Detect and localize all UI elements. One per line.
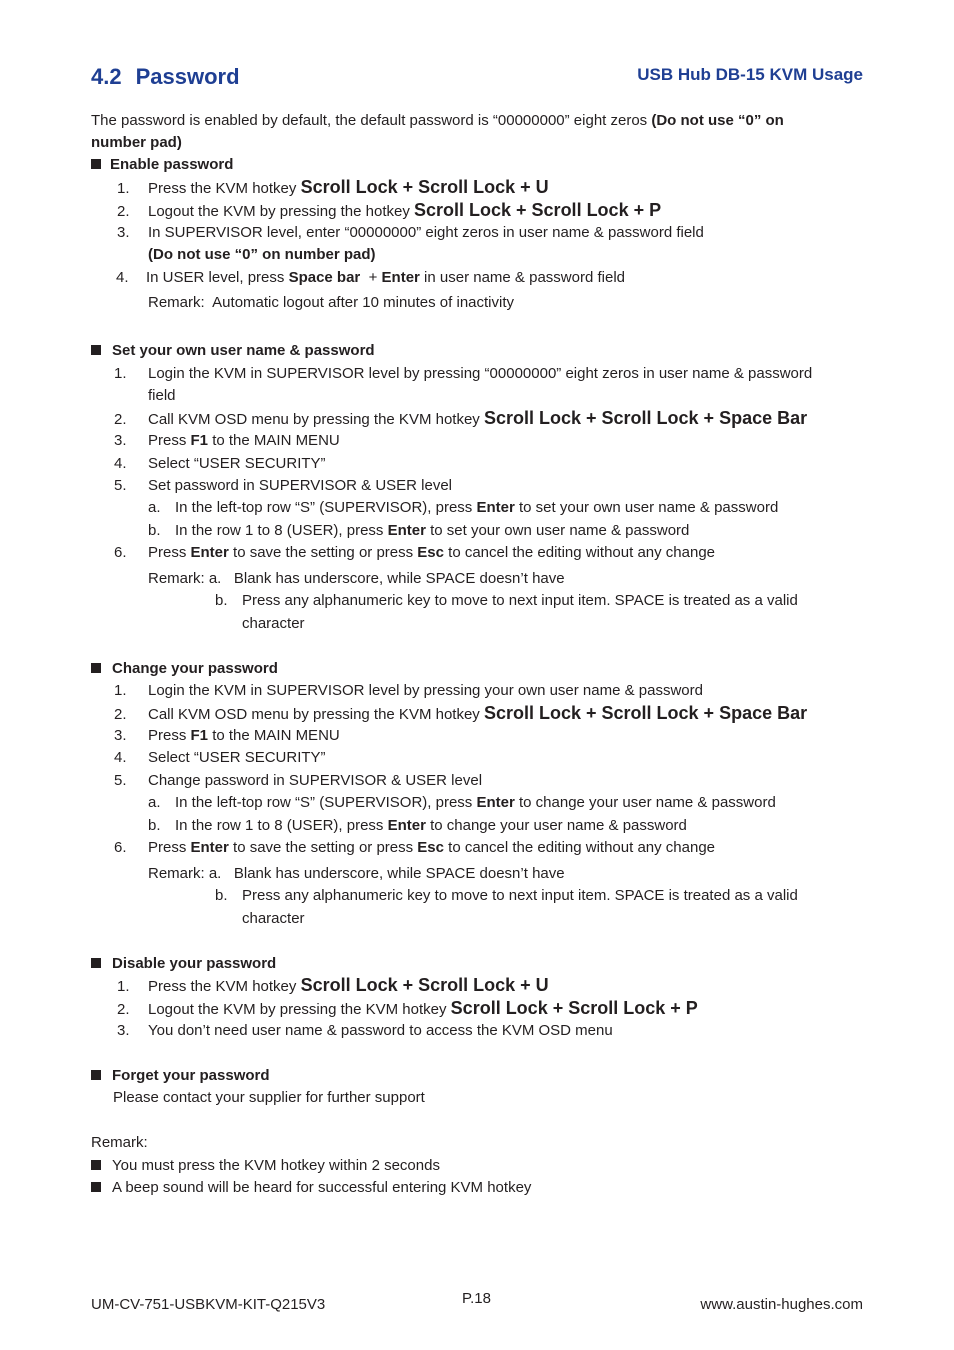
setown-step-5: 5. Set password in SUPERVISOR & USER level xyxy=(114,477,453,494)
bullet-square-icon xyxy=(91,663,101,673)
change-step-5a: a. In the left-top row “S” (SUPERVISOR), press Enter to change your user name & password xyxy=(148,794,776,811)
enable-step-3-note: (Do not use “0” on number pad) xyxy=(148,246,376,263)
setown-step-2: 2. Call KVM OSD menu by pressing the KVM hotkey Scroll Lock + Scroll Lock + Space Bar xyxy=(114,408,808,428)
intro-text: The password is enabled by default, the default password is “00000000” eight zeros xyxy=(91,112,652,129)
hotkey: Scroll Lock + Scroll Lock + P xyxy=(450,998,698,1018)
setown-step-5b: b. In the row 1 to 8 (USER), press Enter to set your own user name & password xyxy=(148,522,690,539)
hotkey: Scroll Lock + Scroll Lock + U xyxy=(300,177,549,197)
enable-step-1: 1. Press the KVM hotkey Scroll Lock + Scroll Lock + U xyxy=(117,177,549,197)
setown-step-1: 1. Login the KVM in SUPERVISOR level by pressing “00000000” eight zeros in user name & password xyxy=(114,365,813,382)
change-step-2: 2. Call KVM OSD menu by pressing the KVM hotkey Scroll Lock + Scroll Lock + Space Bar xyxy=(114,703,808,723)
change-step-5: 5. Change password in SUPERVISOR & USER level xyxy=(114,772,483,789)
enable-remark: Remark: Automatic logout after 10 minutes of inactivity xyxy=(148,294,514,311)
bullet-square-icon xyxy=(91,159,101,169)
hotkey: Scroll Lock + Scroll Lock + P xyxy=(414,200,662,220)
hotkey: Scroll Lock + Scroll Lock + Space Bar xyxy=(483,408,808,428)
change-heading: Change your password xyxy=(91,659,278,679)
enable-step-2: 2. Logout the KVM by pressing the hotkey Scroll Lock + Scroll Lock + P xyxy=(117,200,662,220)
change-remark-b: b. Press any alphanumeric key to move to next input item. SPACE is treated as a valid xyxy=(215,887,798,904)
change-step-5b: b. In the row 1 to 8 (USER), press Enter to change your user name & password xyxy=(148,817,687,834)
enable-step-3: 3. In SUPERVISOR level, enter “00000000” eight zeros in user name & password field xyxy=(117,224,704,241)
disable-step-2: 2. Logout the KVM by pressing the KVM hotkey Scroll Lock + Scroll Lock + P xyxy=(117,998,698,1018)
change-step-1: 1. Login the KVM in SUPERVISOR level by pressing your own user name & password xyxy=(114,682,703,699)
setown-step-4: 4. Select “USER SECURITY” xyxy=(114,455,326,472)
intro-line-1 xyxy=(91,111,784,131)
disable-step-1: 1. Press the KVM hotkey Scroll Lock + Scroll Lock + U xyxy=(117,975,549,995)
intro-line-2 xyxy=(91,133,182,153)
hotkey: Scroll Lock + Scroll Lock + Space Bar xyxy=(483,703,808,723)
setown-remark-b-cont: character xyxy=(242,615,305,632)
setown-step-6: 6. Press Enter to save the setting or press Esc to cancel the editing without any change xyxy=(114,544,716,561)
footer-page-number: P.18 xyxy=(462,1290,491,1307)
section-title: Password xyxy=(135,64,240,89)
hotkey: Scroll Lock + Scroll Lock + U xyxy=(300,975,549,995)
footer-website: www.austin-hughes.com xyxy=(700,1296,863,1313)
setown-step-5a: a. In the left-top row “S” (SUPERVISOR), press Enter to set your own user name & password xyxy=(148,499,779,516)
bullet-square-icon xyxy=(91,345,101,355)
change-remark-b-cont: character xyxy=(242,910,305,927)
disable-heading: Disable your password xyxy=(91,954,276,974)
disable-step-3: 3. You don’t need user name & password to access the KVM OSD menu xyxy=(117,1022,613,1039)
forget-heading: Forget your password xyxy=(91,1066,270,1086)
bullet-square-icon xyxy=(91,1182,101,1192)
enable-heading: Enable password xyxy=(91,155,233,175)
intro-bold: (Do not use “0” on xyxy=(651,112,784,129)
remark-label: Remark: xyxy=(91,1134,148,1151)
setown-remark-a: Remark: a. Blank has underscore, while SPACE doesn’t have xyxy=(148,570,565,587)
header-subtitle: USB Hub DB-15 KVM Usage xyxy=(637,65,863,84)
enable-step-4: 4. In USER level, press Space bar + Enter in user name & password field xyxy=(116,269,625,286)
change-remark-a: Remark: a. Blank has underscore, while SPACE doesn’t have xyxy=(148,865,565,882)
change-step-4: 4. Select “USER SECURITY” xyxy=(114,749,326,766)
bullet-square-icon xyxy=(91,1070,101,1080)
forget-text: Please contact your supplier for further support xyxy=(113,1089,425,1106)
intro-bold-2: number pad) xyxy=(91,134,182,151)
remark-item-1: You must press the KVM hotkey within 2 seconds xyxy=(91,1156,440,1176)
remark-item-2: A beep sound will be heard for successful entering KVM hotkey xyxy=(91,1178,531,1198)
footer-doc-id: UM-CV-751-USBKVM-KIT-Q215V3 xyxy=(91,1296,326,1313)
change-step-3: 3. Press F1 to the MAIN MENU xyxy=(114,727,340,744)
setown-step-3: 3. Press F1 to the MAIN MENU xyxy=(114,432,340,449)
change-step-6: 6. Press Enter to save the setting or press Esc to cancel the editing without any change xyxy=(114,839,716,856)
setown-heading: Set your own user name & password xyxy=(91,341,375,361)
section-number: 4.2 xyxy=(91,64,122,89)
bullet-square-icon xyxy=(91,1160,101,1170)
setown-step-1-cont: field xyxy=(148,387,176,404)
setown-remark-b: b. Press any alphanumeric key to move to next input item. SPACE is treated as a valid xyxy=(215,592,798,609)
bullet-square-icon xyxy=(91,958,101,968)
page-title xyxy=(91,64,240,90)
